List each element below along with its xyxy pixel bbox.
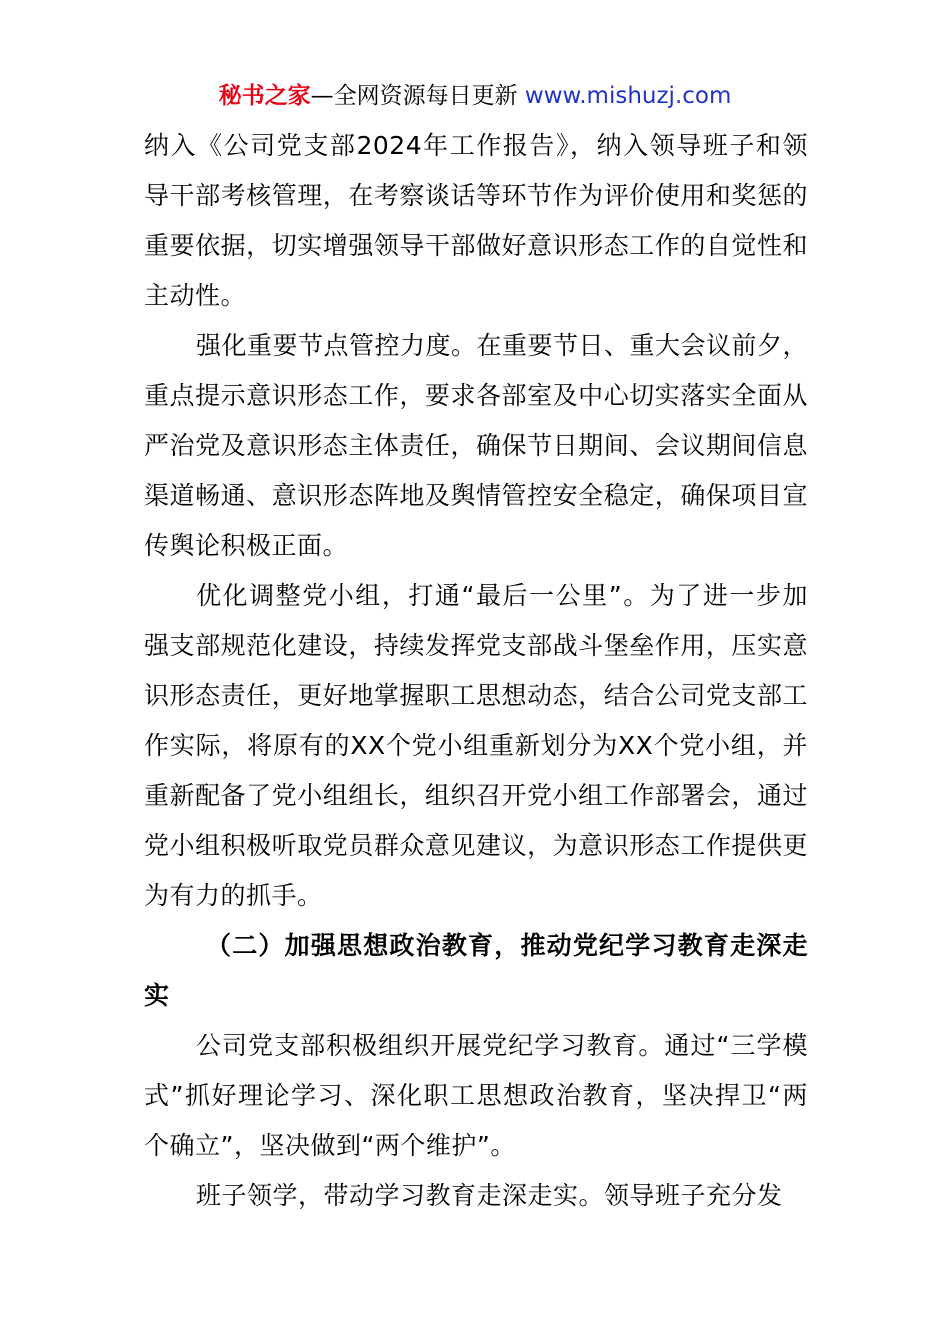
- paragraph-party-group: 优化调整党小组，打通“最后一公里”。为了进一步加强支部规范化建设，持续发挥党支部战斗堡垒作用，压实意识形态责任，更好地掌握职工思想动态，结合公司党支部工作实际，将原有的XX个党小组重新划分为XX个党小组，并重新配备了党小组组长，组织召开党小组工作部署会，通过党小组积极听取党员群众意见建议，为意识形态工作提供更为有力的抓手。: [144, 581, 808, 910]
- site-header: [0, 80, 950, 112]
- site-brand: 秘书之家: [218, 83, 311, 109]
- paragraph-leadership-study: 班子领学，带动学习教育走深走实。领导班子充分发: [196, 1181, 783, 1210]
- site-url-link[interactable]: www.mishuzj.com: [524, 83, 732, 109]
- section-heading: （二）加强思想政治教育，推动党纪学习教育走深走实: [144, 931, 808, 1010]
- site-tagline: —全网资源每日更新: [310, 83, 525, 109]
- paragraph-continuation: 纳入《公司党支部2024年工作报告》，纳入领导班子和领导干部考核管理，在考察谈话等环节作为评价使用和奖惩的重要依据，切实增强领导干部做好意识形态工作的自觉性和主动性。: [144, 131, 808, 310]
- document-body: [144, 121, 808, 1221]
- paragraph-discipline-education: 公司党支部积极组织开展党纪学习教育。通过“三学模式”抓好理论学习、深化职工思想政治教育，坚决捍卫“两个确立”，坚决做到“两个维护”。: [144, 1031, 808, 1160]
- paragraph-node-control: 强化重要节点管控力度。在重要节日、重大会议前夕，重点提示意识形态工作，要求各部室及中心切实落实全面从严治党及意识形态主体责任，确保节日期间、会议期间信息渠道畅通、意识形态阵地及舆情管控安全稳定，确保项目宣传舆论积极正面。: [144, 331, 809, 560]
